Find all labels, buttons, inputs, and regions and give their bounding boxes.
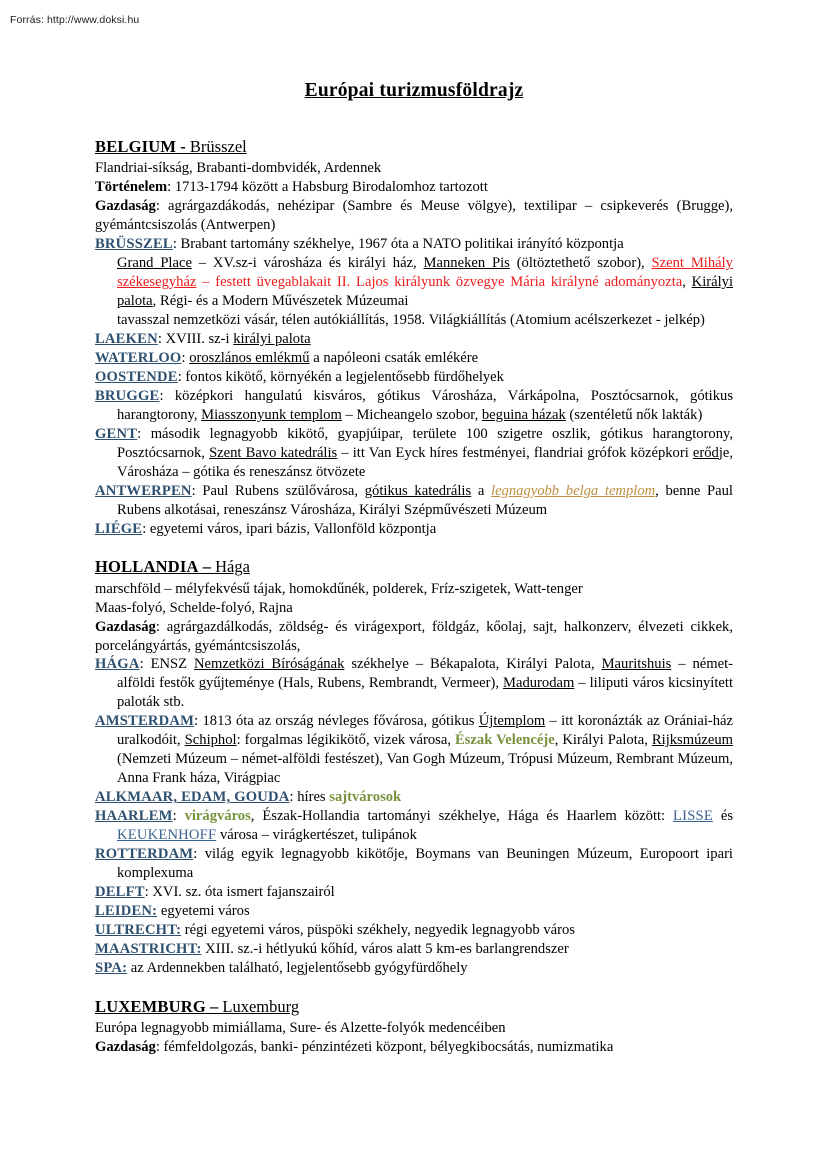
city-entry-gent xyxy=(95,425,733,482)
economy-label: Gazdaság xyxy=(95,1039,156,1056)
text-run-plain: (öltöztethető szobor), xyxy=(509,254,652,271)
hollandia-geography-2: Maas-folyó, Schelde-folyó, Rajna xyxy=(95,599,293,616)
text-run-city-inline: KEUKENHOFF xyxy=(117,827,217,844)
country-heading-belgium xyxy=(95,136,733,157)
city-name: AMSTERDAM xyxy=(95,713,195,730)
text-run-plain: , benne Paul Rubens alkotásai, reneszánsz Városháza, Királyi Szépművészeti Múzeum xyxy=(117,482,733,518)
city-name: WATERLOO xyxy=(95,349,182,366)
city-description-rich xyxy=(233,331,310,347)
city-subline-brusszel-2 xyxy=(95,311,733,330)
city-name: ANTWERPEN xyxy=(95,482,192,499)
city-entry-spa xyxy=(95,959,733,978)
city-description: : híres xyxy=(289,789,330,806)
city-description: : xyxy=(172,808,185,825)
city-entry-brugge xyxy=(95,387,733,425)
document-page xyxy=(95,80,733,1063)
text-run-olive: virágváros xyxy=(184,808,251,825)
city-entry-amsterdam xyxy=(95,712,733,788)
city-entry-rotterdam xyxy=(95,845,733,883)
economy-text: : fémfeldolgozás, banki- pénzintézeti központ, bélyegkibocsátás, numizmatika xyxy=(155,1039,614,1056)
city-description-rich xyxy=(117,808,733,843)
history-text: : 1713-1794 között a Habsburg Birodalomhoz tartozott xyxy=(167,179,488,196)
page-title: Európai turizmusföldrajz xyxy=(304,80,524,101)
text-run-underline: Mauritshuis xyxy=(601,656,672,673)
city-description: régi egyetemi város, püspöki székhely, negyedik legnagyobb város xyxy=(181,922,575,939)
city-entry-delft xyxy=(95,883,733,902)
text-run-plain: – német-alföldi festők gyűjteménye (Hals, Rubens, Rembrandt, Vermeer), xyxy=(117,656,733,692)
city-description: : XVI. sz. óta ismert fajanszairól xyxy=(144,884,335,901)
text-run-underline: királyi palota xyxy=(233,330,311,347)
city-name: HAARLEM xyxy=(95,808,173,825)
history-label: Történelem xyxy=(95,179,168,196)
city-description: XIII. sz.-i hétlyukú kőhíd, város alatt 5 km-es barlangrendszer xyxy=(201,941,569,957)
country-separator: - xyxy=(176,137,190,156)
city-entry-laeken xyxy=(95,330,733,349)
text-run-plain: – XV.sz-i városháza és királyi ház, xyxy=(191,254,424,271)
city-name: GENT xyxy=(95,425,138,442)
country-section-hollandia xyxy=(95,556,733,977)
city-description: az Ardennekben található, legjelentősebb gyógyfürdőhely xyxy=(127,959,468,976)
city-name: LIÉGE xyxy=(95,520,143,537)
country-section-luxemburg xyxy=(95,996,733,1057)
city-description-rich xyxy=(117,656,733,710)
city-name: OOSTENDE xyxy=(95,368,178,385)
city-description: : Brabant tartomány székhelye, 1967 óta a NATO politikai irányító központja xyxy=(172,235,624,252)
city-description: : ENSZ xyxy=(139,656,194,673)
text-run-plain: – itt koronázták az Orániai-ház uralkodóit, xyxy=(117,713,733,749)
country-name: LUXEMBURG xyxy=(95,996,206,1016)
city-name: BRUGGE xyxy=(95,387,160,404)
hollandia-geography: marschföld – mélyfekvésű tájak, homokdűnék, polderek, Fríz-szigetek, Watt-tenger xyxy=(95,580,583,597)
text-run-red: – festett üvegablakait II. Lajos királyunk özvegye Mária királyné adományozta xyxy=(196,273,683,290)
text-run-underline: erőd xyxy=(692,444,719,461)
city-entry-liege xyxy=(95,520,733,539)
economy-label: Gazdaság xyxy=(95,618,156,635)
text-run-underline: Manneken Pis xyxy=(423,254,510,271)
text-run-underline: Királyi palota xyxy=(117,273,733,309)
country-separator: – xyxy=(205,996,223,1016)
text-run-tan-italic: legnagyobb belga templom xyxy=(491,482,656,499)
hollandia-economy xyxy=(95,618,733,656)
belgium-geography: Flandriai-síkság, Brabanti-dombvidék, Ardennek xyxy=(95,160,382,177)
city-description: : fontos kikötő, környékén a legjelentősebb fürdőhelyek xyxy=(177,368,504,385)
economy-text: : agrárgazdákodás, nehézipar (Sambre és Meuse völgye), textilipar – csipkeverés (Brugge), gyémántcsiszolás (Antwerpen) xyxy=(95,198,733,234)
text-run-plain: – Micheangelo szobor, xyxy=(341,406,482,423)
city-description-rich xyxy=(117,445,733,480)
text-run-plain: tavasszal nemzetközi vásár, télen autókiállítás, 1958. Világkiállítás (Atomium acélszerkezet - jelkép) xyxy=(117,311,705,328)
text-run-city-inline: LISSE xyxy=(673,808,713,825)
city-name: SPA: xyxy=(95,959,128,976)
text-run-plain: – itt Van Eyck híres festményei, flandriai grófok középkori xyxy=(337,444,693,461)
city-description: : egyetemi város, ipari bázis, Vallonföld központja xyxy=(142,520,437,537)
city-description: : xyxy=(181,349,190,366)
city-description: egyetemi város xyxy=(157,903,250,920)
city-description-rich xyxy=(201,407,702,423)
city-name: HÁGA xyxy=(95,656,140,673)
belgium-history xyxy=(95,178,733,197)
luxemburg-economy xyxy=(95,1038,733,1057)
text-run-plain: székhelye – Békapalota, Királyi Palota, xyxy=(344,656,602,673)
city-name: LEIDEN: xyxy=(95,903,158,920)
city-entry-alkmaar-edam-gouda xyxy=(95,788,733,807)
city-name: DELFT xyxy=(95,884,145,901)
city-entry-antwerpen xyxy=(95,482,733,520)
source-url-header: Forrás: http://www.doksi.hu xyxy=(10,14,140,26)
city-description: : középkori hangulatú kisváros, gótikus Városháza, Várkápolna, Posztócsarnok, gótikus harangtorony, xyxy=(117,387,733,423)
city-name: ALKMAAR, EDAM, GOUDA xyxy=(95,789,290,806)
luxemburg-geography: Európa legnagyobb mimiállama, Sure- és Alzette-folyók medencéiben xyxy=(95,1020,506,1037)
text-run-underline: Szent Bavo katedrális xyxy=(209,444,338,461)
text-run-plain: (Nemzeti Múzeum – német-alföldi festészet), Van Gogh Múzeum, Trópusi Múzeum, Rembrant Múzeum, Anna Frank háza, Virágpiac xyxy=(117,751,733,787)
text-run-underline: oroszlános emlékmű xyxy=(189,349,310,366)
text-run-underline: Grand Place xyxy=(117,254,192,271)
text-run-plain: (szentéletű nők lakták) xyxy=(565,406,703,423)
text-run-underline: beguina házak xyxy=(481,406,566,423)
city-description-rich xyxy=(329,789,401,805)
city-entry-haga xyxy=(95,655,733,712)
text-run-olive: sajtvárosok xyxy=(329,789,402,806)
text-run-underline: Miasszonyunk templom xyxy=(201,406,342,423)
text-run-plain: a xyxy=(471,482,492,499)
text-run-plain: – liliputi város kicsinyített paloták stb. xyxy=(117,675,734,711)
text-run-plain: , Régi- és a Modern Művészetek Múzeumai xyxy=(152,292,409,309)
city-description: : 1813 óta az ország névleges fővárosa, gótikus xyxy=(194,713,479,730)
city-entry-haarlem xyxy=(95,807,733,845)
text-run-olive: Észak Velencéje xyxy=(455,732,555,749)
city-description: : Paul Rubens szülővárosa, xyxy=(191,482,365,499)
city-subline-brusszel-1 xyxy=(95,254,733,311)
text-run-underline: gótikus katedrális xyxy=(364,482,472,499)
city-name: ULTRECHT: xyxy=(95,922,182,939)
city-entry-brusszel xyxy=(95,235,733,254)
text-run-underline: Rijksmúzeum xyxy=(651,732,733,749)
country-heading-luxemburg xyxy=(95,996,733,1017)
city-name: BRÜSSZEL xyxy=(95,235,173,252)
belgium-economy xyxy=(95,197,733,235)
city-description-rich xyxy=(189,350,478,366)
city-entry-leiden xyxy=(95,902,733,921)
economy-label: Gazdaság xyxy=(95,198,156,215)
city-entry-waterloo xyxy=(95,349,733,368)
country-name: HOLLANDIA xyxy=(95,557,199,577)
text-run-underline: Schiphol xyxy=(184,732,237,749)
city-description: : második legnagyobb kikötő, gyapjúipar, területe 100 szigetre oszlik, gótikus harangtorony, Posztócsarnok, xyxy=(117,425,733,461)
country-capital: Brüsszel xyxy=(189,137,247,156)
country-capital: Luxemburg xyxy=(222,996,300,1016)
text-run-plain: : forgalmas légikikötő, vizek városa, xyxy=(236,732,456,749)
country-name: BELGIUM xyxy=(95,137,177,156)
country-heading-hollandia xyxy=(95,556,733,577)
text-run-underline: Nemzetközi Bíróságának xyxy=(194,656,345,673)
city-description: : XVIII. sz-i xyxy=(157,330,234,347)
text-run-plain: és xyxy=(712,808,733,825)
text-run-plain: je, Városháza – gótika és reneszánsz ötvözete xyxy=(117,444,733,480)
economy-text: : agrárgazdálkodás, zöldség- és virágexport, földgáz, kőolaj, sajt, halkonzerv, élvezeti cikkek, porcelángyártás, gyémántcsiszolás, xyxy=(95,618,733,654)
text-run-red-underline: Szent Mihály székesegyház xyxy=(117,254,733,290)
country-capital: Hága xyxy=(215,557,250,577)
text-run-plain: , Királyi Palota, xyxy=(554,732,652,749)
city-entry-oostende xyxy=(95,368,733,387)
country-separator: – xyxy=(198,557,216,577)
text-run-underline: Újtemplom xyxy=(478,713,546,730)
city-name: MAASTRICHT: xyxy=(95,941,202,957)
text-run-plain: , Észak-Hollandia tartományi székhelye, Hága és Haarlem között: xyxy=(250,808,674,825)
city-name: ROTTERDAM xyxy=(95,846,194,863)
city-description: : világ egyik legnagyobb kikötője, Boymans van Beuningen Múzeum, Europoort ipari komplexuma xyxy=(117,846,733,882)
text-run-plain: a napóleoni csaták emlékére xyxy=(309,349,479,366)
text-run-plain: , xyxy=(682,273,692,290)
city-entry-ultrecht xyxy=(95,921,733,940)
country-section-belgium xyxy=(95,136,733,538)
text-run-plain: városa – virágkertészet, tulipánok xyxy=(216,827,417,844)
city-name: LAEKEN xyxy=(95,330,158,347)
text-run-underline: Madurodam xyxy=(502,675,575,692)
city-entry-maastricht xyxy=(95,940,733,959)
